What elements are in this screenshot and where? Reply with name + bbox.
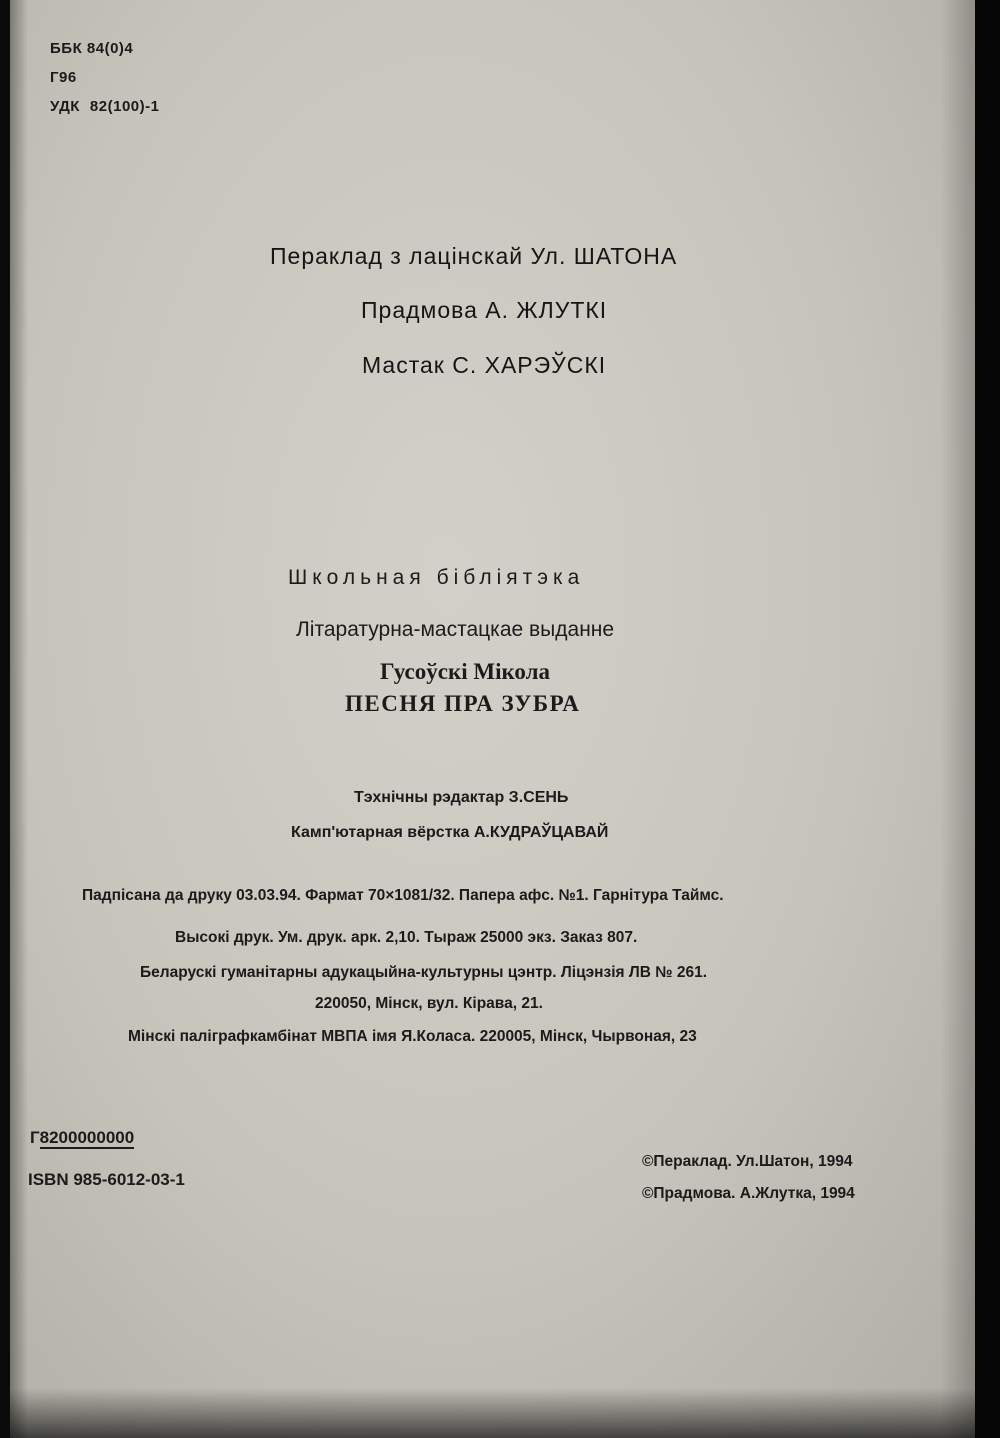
credit-role: Пераклад з лацінскай Ул. (270, 243, 567, 269)
book-title: ПЕСНЯ ПРА ЗУБРА (345, 691, 581, 716)
imprint-line: Беларускі гуманітарны адукацыйна-культурны цэнтр. Ліцэнзія ЛВ № 261. (140, 964, 708, 981)
copyright-translation: ©Пераклад. Ул.Шатон, 1994 (642, 1153, 853, 1170)
imprint-line: Падпісана да друку 03.03.94. Фармат 70×1081/32. Папера афс. №1. Гарнітура Таймс. (82, 887, 724, 904)
credit-name: ХАРЭЎСКІ (484, 352, 607, 378)
catalog-author-mark: Г96 (50, 69, 77, 86)
imprint-line: Высокі друк. Ум. друк. арк. 2,10. Тыраж 25000 экз. Заказ 807. (175, 929, 638, 946)
imprint-line: 220050, Мінск, вул. Кірава, 21. (315, 995, 543, 1012)
page-shadow-bottom (10, 1388, 980, 1438)
copyright-preface: ©Прадмова. А.Жлутка, 1994 (642, 1185, 855, 1202)
series-name: Школьная бібліятэка (288, 566, 585, 589)
book-author: Гусоўскі Мікола (380, 659, 551, 684)
credit-name: ШАТОНА (573, 243, 678, 269)
bbk-label: ББК (50, 40, 83, 57)
credit-translator (270, 243, 677, 270)
catalog-bbk (50, 40, 133, 57)
credit-preface (361, 297, 607, 324)
g-code-value: 8200000000 (39, 1128, 135, 1147)
imprint-line: Мінскі паліграфкамбінат МВПА імя Я.Коласа. 220005, Мінск, Чырвоная, 23 (128, 1028, 697, 1045)
edition-type: Літаратурна-мастацкае выданне (296, 618, 615, 641)
page-shadow-right (940, 0, 980, 1438)
udk-value: 82(100)-1 (89, 98, 160, 115)
page-shadow-left (10, 0, 28, 1438)
udk-label: УДК (50, 98, 80, 115)
book-page (10, 0, 980, 1438)
book-gutter-shadow (975, 0, 1000, 1438)
g-code (30, 1128, 134, 1148)
isbn: ISBN 985-6012-03-1 (28, 1170, 185, 1189)
credit-name: ЖЛУТКІ (516, 297, 608, 323)
layout-credit: Камп'ютарная вёрстка А.КУДРАЎЦАВАЙ (291, 824, 609, 841)
technical-editor: Тэхнічны рэдактар З.СЕНЬ (354, 789, 569, 806)
g-prefix: Г (30, 1128, 40, 1147)
credit-artist (362, 352, 606, 379)
credit-role: Мастак С. (362, 352, 478, 378)
credit-role: Прадмова А. (361, 297, 510, 323)
catalog-udk (50, 98, 159, 115)
bbk-value: 84(0)4 (86, 40, 134, 57)
